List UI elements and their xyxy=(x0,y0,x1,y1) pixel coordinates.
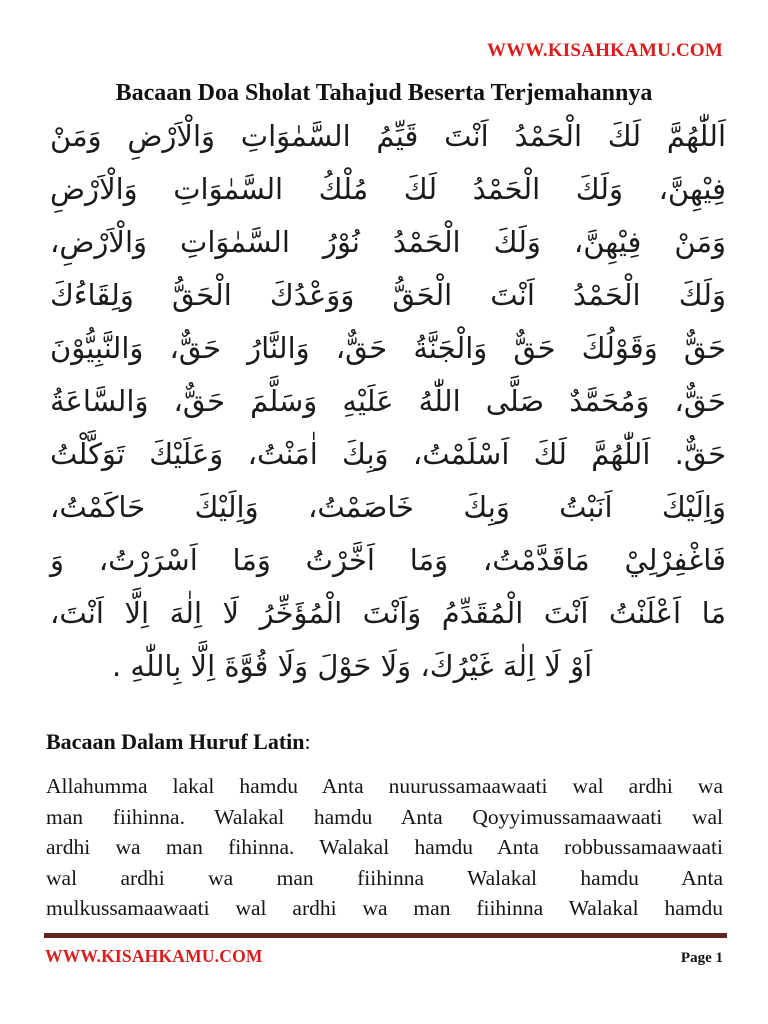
arabic-line: حَقٌّ، وَمُحَمَّدٌ صَلَّى اللّٰهُ عَلَيْهِ وَسَلَّمَ حَقٌّ، وَالسَّاعَةُ xyxy=(50,384,726,418)
latin-line: man fiihinna. Walakal hamdu Anta Qoyyimussamaawaati wal xyxy=(46,804,723,829)
latin-line: wal ardhi wa man fiihinna Walakal hamdu Anta xyxy=(46,865,723,890)
arabic-line: وَمَنْ فِيْهِنَّ، وَلَكَ الْحَمْدُ نُوْرُ السَّمٰوَاتِ وَالْاَرْضِ، xyxy=(50,225,726,259)
arabic-prayer-text xyxy=(50,110,726,693)
arabic-line: وَاِلَيْكَ اَنَبْتُ وَبِكَ خَاصَمْتُ، وَاِلَيْكَ حَاكَمْتُ، xyxy=(50,490,726,524)
arabic-line: اَوْ لَا اِلٰهَ غَيْرُكَ، وَلَا حَوْلَ وَلَا قُوَّةَ اِلَّا بِاللّٰهِ . xyxy=(112,649,593,683)
arabic-line: فَاغْفِرْلِيْ مَاقَدَّمْتُ، وَمَا اَخَّرْتُ وَمَا اَسْرَرْتُ، وَ xyxy=(50,543,726,577)
latin-section-heading xyxy=(46,729,311,755)
page-number-label: Page 1 xyxy=(680,950,723,966)
latin-line: mulkussamaawaati wal ardhi wa man fiihinna Walakal hamdu xyxy=(46,896,723,920)
arabic-line: مَا اَعْلَنْتُ اَنْتَ الْمُقَدِّمُ وَاَنْتَ الْمُؤَخِّرُ لَا اِلٰهَ اِلَّا اَنْتَ، xyxy=(50,596,726,630)
arabic-line: فِيْهِنَّ، وَلَكَ الْحَمْدُ لَكَ مُلْكُ السَّمٰوَاتِ وَالْاَرْضِ xyxy=(50,172,726,206)
arabic-line: اَللّٰهُمَّ لَكَ الْحَمْدُ اَنْتَ قَيِّمُ السَّمٰوَاتِ وَالْاَرْضِ وَمَنْ xyxy=(50,119,726,153)
arabic-line: حَقٌّ وَقَوْلُكَ حَقٌّ وَالْجَنَّةُ حَقٌّ، وَالنَّارُ حَقٌّ، وَالنَّبِيُّوْنَ xyxy=(50,331,726,365)
arabic-line: وَلَكَ الْحَمْدُ اَنْتَ الْحَقُّ وَوَعْدُكَ الْحَقُّ وَلِقَاءُكَ xyxy=(50,278,726,312)
footer-site-url: WWW.KISAHKAMU.COM xyxy=(45,946,263,966)
latin-line: ardhi wa man fihinna. Walakal hamdu Anta robbussamaawaati xyxy=(46,835,723,859)
footer-double-rule xyxy=(44,933,727,938)
latin-heading-text: Bacaan Dalam Huruf Latin xyxy=(46,729,305,754)
latin-heading-colon: : xyxy=(304,729,311,754)
arabic-line: حَقٌّ. اَللّٰهُمَّ لَكَ اَسْلَمْتُ، وَبِكَ اٰمَنْتُ، وَعَلَيْكَ تَوَكَّلْتُ xyxy=(50,437,726,471)
header-site-url: WWW.KISAHKAMU.COM xyxy=(487,40,723,61)
latin-line: Allahumma lakal hamdu Anta nuurussamaawaati wal ardhi wa xyxy=(46,774,723,798)
page-footer xyxy=(45,946,723,967)
page-title: Bacaan Doa Sholat Tahajud Beserta Terjemahannya xyxy=(115,80,653,107)
latin-transliteration-paragraph xyxy=(46,771,723,924)
